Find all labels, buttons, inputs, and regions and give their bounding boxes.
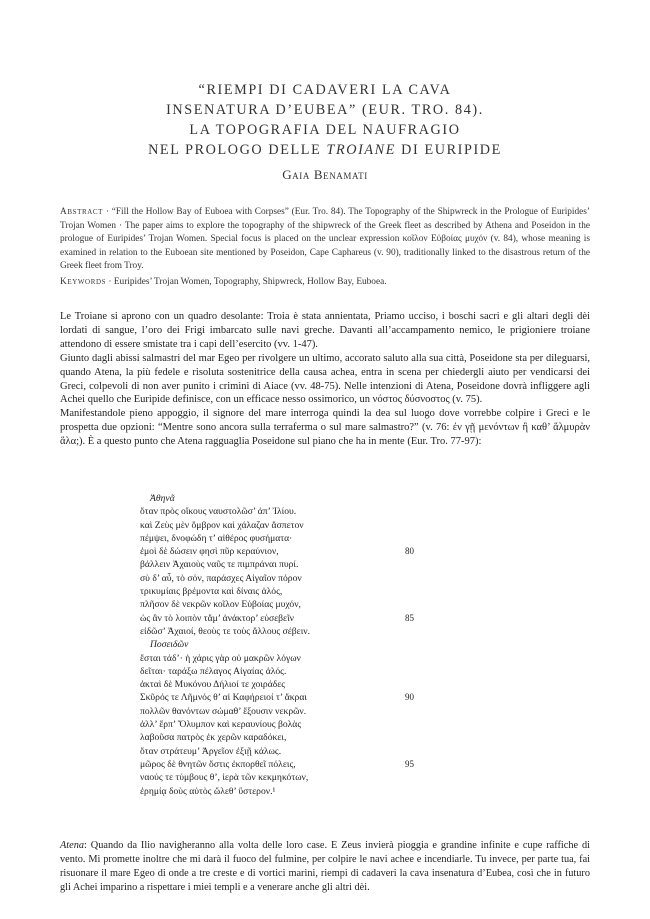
verse-text: ἀλλ’ ἕρπ’ Ὄλυμπον καὶ κεραυνίους βολὰς (140, 719, 302, 731)
verse-line (140, 678, 560, 691)
body-paragraph-3: Manifestandole pieno appoggio, il signore del mare interroga quindi la dea sul luogo dove vorrebbe colpire i Greci e le prospetta due opzioni: “Mentre sono ancora sulla terraferma o sul mare salmastro?” (v. 76: ἐν γῇ μενόντων ἢ καθ’ ἅλμυρὰν ἅλα;). È a questo punto che Atena ragguaglia Poseidone sul piano che ha in mente (Eur. Tro. 77-97): (60, 408, 590, 448)
verse-line (140, 572, 560, 585)
verse-number: 95 (405, 758, 414, 769)
verse-line (140, 785, 560, 798)
title-line-4 (60, 140, 590, 160)
translation-speaker: Atena (60, 840, 85, 851)
verse-line (140, 585, 560, 598)
verse-line (140, 691, 560, 704)
verse-text: εἰδῶσ’ Ἀχαιοί, θεοὺς τε τοὺς ἄλλους σέβειν. (140, 625, 311, 637)
verse-line (140, 558, 560, 571)
verse-text: ἀκταὶ δὲ Μυκόνου Δήλιοί τε χοιράδες (140, 679, 286, 691)
verse-line (140, 718, 560, 731)
title-line-1: “RIEMPI DI CADAVERI LA CAVA (198, 82, 452, 98)
keywords (60, 276, 590, 290)
title-line-4-end: DI EURIPIDE (396, 142, 502, 158)
verse-text: βάλλειν Ἀχαιοὺς ναῦς τε πιμπράναι πυρί. (140, 559, 299, 571)
verse-text: καὶ Ζεὺς μὲν ὄμβρον καὶ χάλαζαν ἄσπετον (140, 519, 304, 531)
title-line-4-start: NEL PROLOGO DELLE (148, 142, 327, 158)
body-paragraph-1: Le Troiane si aprono con un quadro desolante: Troia è stata annientata, Priamo ucciso, i boschi sacri e gli altari degli dèi lordati di sangue, l’oro dei Frigi imbarcato sulle navi greche. Davanti all’accampamento nemico, le prigioniere troiane attendono di essere smistate tra i capi dell’esercito (vv. 1-47). (60, 311, 590, 350)
greek-verse-quotation (140, 492, 560, 798)
verse-text: ἐμοὶ δὲ δώσειν φησὶ πῦρ κεραύνιον, (140, 546, 279, 558)
verse-text: τρικυμίαις βρέμοντα καὶ δίναις ἁλός, (140, 586, 283, 598)
verse-text: πλῆσον δὲ νεκρῶν κοῖλον Εὐβοίας μυχόν, (140, 599, 301, 611)
title-line-3: LA TOPOGRAFIA DEL NAUFRAGIO (189, 122, 461, 138)
title-line-4-work: TROIANE (326, 142, 397, 158)
verse-text: δεῖται· ταράξω πέλαγος Αἰγαίας ἁλός. (140, 665, 287, 677)
translation (60, 839, 590, 895)
abstract-label: Abstract (60, 207, 104, 217)
verse-text: ἔσται τάδ’· ἡ χάρις γὰρ οὐ μακρῶν λόγων (140, 652, 301, 664)
verse-text: σὺ δ’ αὖ, τὸ σόν, παράσχες Αἰγαῖον πόρον (140, 572, 302, 584)
verse-line (140, 758, 560, 771)
translation-text: : Quando da Ilio navigheranno alla volta delle loro case. E Zeus invierà pioggia e grandine infinite e cupe raffiche di vento. Mi promette inoltre che mi darà il fuoco del fulmine, per colpire le navi achee e incendiarle. Tu invece, per parte tua, fai risuonare il mare Egeo di onde a tre creste e di vortici marini, riempi di cadaveri la cava insenatura d’Eubea, così che in futuro gli Achei imparino a rispettare i miei templi e a venerare anche gli altri dèi. (60, 840, 590, 893)
verse-number: 90 (405, 692, 414, 703)
verse-line (140, 625, 560, 638)
keywords-text: · Euripides’ Trojan Women, Topography, Shipwreck, Hollow Bay, Euboea. (106, 277, 387, 287)
speaker-athena: Ἀθηνᾶ (150, 493, 175, 504)
verse-line (140, 598, 560, 611)
verse-text: Σκῦρός τε Λῆμνός θ’ αἱ Καφήρειοί τ’ ἄκραι (140, 692, 307, 704)
verse-text: ἐρημίᾳ δοὺς αὐτὸς ὤλεθ’ ὕστερον.¹ (140, 785, 276, 797)
verse-number: 85 (405, 612, 414, 623)
article-title (60, 80, 590, 160)
verse-text: πολλῶν θανόντων σώμαθ’ ἕξουσιν νεκρῶν. (140, 705, 307, 717)
abstract-text: · “Fill the Hollow Bay of Euboea with Corpses” (Eur. Tro. 84). The Topography of the Shipwreck in the Prologue of Euripides’ Trojan Women · The paper aims to explore the topography of the shipwreck of the Greek fleet as described by Athena and Poseidon in the prologue of Euripides’ Trojan Women. Special focus is placed on the unclear expression κοῖλον Εὐβοίας μυχόν (v. 84), whose meaning is examined in relation to the Euboean site mentioned by Poseidon, Cape Caphareus (v. 90), traditionally linked to the disastrous return of the Greek fleet from Troy. (60, 207, 590, 272)
verse-number: 80 (405, 546, 414, 557)
speaker-poseidon: Ποσειδῶν (150, 639, 189, 651)
verse-text: μῶρος δὲ θνητῶν ὅστις ἐκπορθεῖ πόλεις, (140, 758, 296, 770)
body-paragraph-2: Giunto dagli abissi salmastri del mar Egeo per rivolgere un ultimo, accorato saluto alla sua città, Poseidone sta per dileguarsi, quando Atena, la più fedele e risoluta sostenitrice della causa achea, entra in scena per chiedergli aiuto per vendicarsi dei Greci, colpevoli di non aver punito i crimini di Aiace (vv. 48-75). Nelle intenzioni di Atena, Poseidone dovrà infliggere agli Achei quello che Euripide definisce, con un efficace nesso ossimorico, un νόστος δύσνοστος (v. 75). (60, 352, 590, 406)
verse-line (140, 731, 560, 744)
keywords-label: Keywords (60, 277, 107, 287)
author-name: Gaia Benamati (282, 167, 368, 182)
verse-text: ὡς ἂν τὸ λοιπὸν τἄμ’ ἀνάκτορ’ εὐσεβεῖν (140, 612, 294, 624)
verse-text: ὅταν πρὸς οἴκους ναυστολῶσ’ ἀπ’ Ἰλίου. (140, 506, 297, 518)
verse-line (140, 505, 560, 518)
verse-text: πέμψει, δνοφώδη τ’ αἰθέρος φυσήματα· (140, 532, 293, 544)
verse-text: λαβοῦσα πατρὸς ἐκ χερῶν καραδόκει, (140, 732, 287, 744)
verse-line (140, 652, 560, 665)
verse-line (140, 771, 560, 784)
verse-line (140, 532, 560, 545)
abstract (60, 206, 590, 274)
verse-line (140, 519, 560, 532)
title-line-2: INSENATURA D’EUBEA” (EUR. TRO. 84). (166, 102, 484, 118)
verse-line (140, 665, 560, 678)
verse-text: ναούς τε τύμβους θ’, ἱερὰ τῶν κεκμηκότων, (140, 772, 309, 784)
body-text (60, 310, 590, 449)
verse-line (140, 745, 560, 758)
verse-text: ὅταν στράτευμ’ Ἀργεῖον ἐξιῇ κάλως. (140, 745, 282, 757)
verse-line (140, 705, 560, 718)
verse-line (140, 545, 560, 558)
verse-line (140, 612, 560, 625)
